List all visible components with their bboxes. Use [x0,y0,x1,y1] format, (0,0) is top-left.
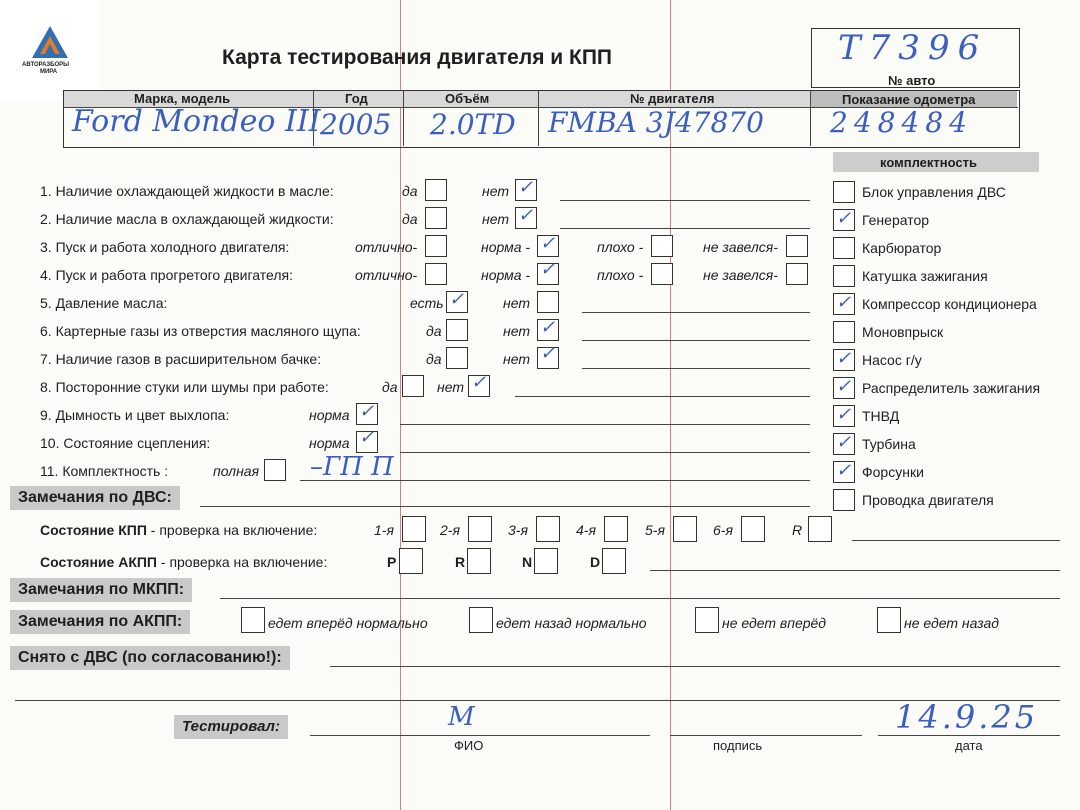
page-title: Карта тестирования двигателя и КПП [222,46,613,69]
opt-norma: норма - [481,267,531,283]
check-mark: ✓ [518,205,534,226]
kpp-label [40,522,317,538]
volume-value: 2.0TD [430,108,516,141]
gear-checkbox[interactable] [402,516,426,542]
akpp-label-bold: Состояние АКПП [40,554,157,570]
answer-line [515,396,810,397]
gear-label: 5-я [645,522,665,538]
gear-label: 2-я [440,522,460,538]
tested-label: Тестировал: [174,715,288,739]
akpp-option-checkbox[interactable] [695,607,719,633]
opt-norma: норма [309,435,350,451]
gear-label: 3-я [508,522,528,538]
item-6-label: 6. Картерные газы из отверстия масляного щупа: [40,323,361,339]
check-mark: ✓ [836,292,852,313]
item-8-label: 8. Посторонние стуки или шумы при работе: [40,379,329,395]
gear-checkbox[interactable] [604,516,628,542]
opt-net: нет [482,183,509,199]
item-4-label: 4. Пуск и работа прогретого двигателя: [40,267,293,283]
komplekt-item-label: Блок управления ДВС [862,184,1006,200]
akpp-option-label: не едет вперёд [722,615,827,631]
make-value: Ford Mondeo III [72,104,321,139]
komplekt-item-label: Насос г/у [862,352,922,368]
gear-checkbox[interactable] [536,516,560,542]
check-mark: ✓ [540,233,556,254]
opt-net: нет [503,323,530,339]
logo [0,0,100,100]
komplekt-header: комплектность [880,155,977,170]
komplekt-item-label: Компрессор кондиционера [862,296,1037,312]
komplekt-item-label: Катушка зажигания [862,268,988,284]
checkbox[interactable] [402,375,424,397]
date-label: дата [955,738,983,753]
akpp-gear-label: D [590,554,601,570]
answer-line [560,228,810,229]
sign-label: подпись [713,738,763,753]
akpp-option-checkbox[interactable] [241,607,265,633]
opt-otlichno: отлично- [355,267,418,283]
opt-ne-zavelsya: не завелся- [703,267,778,283]
checkbox[interactable] [786,263,808,285]
check-mark: ✓ [471,372,487,393]
gear-checkbox[interactable] [468,516,492,542]
opt-da: да [402,211,418,227]
checkbox[interactable] [446,319,468,341]
komplekt-checkbox[interactable] [833,321,855,343]
answer-line [200,506,810,507]
section-dvs: Замечания по ДВС: [10,486,180,510]
item-2-label: 2. Наличие масла в охлаждающей жидкости: [40,211,334,227]
check-mark: ✓ [540,343,556,364]
opt-ploho: плохо - [597,239,644,255]
check-mark: ✓ [359,401,375,422]
opt-net: нет [437,379,464,395]
komplekt-item-label: Генератор [862,212,930,228]
item-5-label: 5. Давление масла: [40,295,168,311]
opt-est: есть [410,295,444,311]
komplekt-checkbox[interactable] [833,181,855,203]
opt-ploho: плохо - [597,267,644,283]
opt-net: нет [482,211,509,227]
date-value: 14.9.25 [895,698,1039,736]
opt-otlichno: отлично- [355,239,418,255]
item-1-label: 1. Наличие охлаждающей жидкости в масле: [40,183,334,199]
checkbox[interactable] [537,291,559,313]
fio-label: ФИО [454,738,484,753]
fio-line [310,735,650,736]
check-mark: ✓ [540,317,556,338]
opt-da: да [402,183,418,199]
komplekt-checkbox[interactable] [833,489,855,511]
check-mark: ✓ [836,208,852,229]
opt-net: нет [503,295,530,311]
opt-da: да [426,323,442,339]
akpp-gear-checkbox[interactable] [399,548,423,574]
akpp-gear-checkbox[interactable] [602,548,626,574]
year-value: 2005 [320,108,392,141]
answer-line [582,312,810,313]
gear-label: R [792,522,803,538]
section-akpp: Замечания по АКПП: [10,610,190,634]
opt-norma: норма [309,407,350,423]
answer-line [582,368,810,369]
gear-checkbox[interactable] [673,516,697,542]
check-mark: ✓ [518,177,534,198]
section-removed: Снято с ДВС (по согласованию!): [10,646,290,670]
answer-line [220,598,1060,599]
kpp-label-bold: Состояние КПП [40,522,147,538]
akpp-option-label: едет вперёд нормально [268,615,428,631]
item-10-label: 10. Состояние сцепления: [40,435,211,451]
odometer-value: 248484 [830,106,973,139]
make-header: Марка, модель [134,91,231,106]
akpp-gear-checkbox[interactable] [467,548,491,574]
komplekt-item-label: Форсунки [862,464,924,480]
gear-label: 6-я [713,522,733,538]
divider [538,90,539,146]
akpp-option-label: едет назад нормально [496,615,647,631]
komplekt-item-label: Проводка двигателя [862,492,994,508]
checkbox[interactable] [786,235,808,257]
answer-line [650,570,1060,571]
gear-label: 4-я [576,522,596,538]
auto-number-value: T7396 [838,28,988,68]
year-header: Год [345,91,368,106]
checkbox[interactable] [425,179,447,201]
akpp-gear-label: P [387,554,397,570]
checkbox[interactable] [425,207,447,229]
answer-line [400,424,810,425]
komplekt-item-label: Распределитель зажигания [862,380,1041,396]
akpp-gear-label: R [455,554,466,570]
akpp-option-checkbox[interactable] [469,607,493,633]
akpp-gear-checkbox[interactable] [534,548,558,574]
check-mark: ✓ [359,427,375,448]
check-mark: ✓ [836,404,852,425]
check-mark: ✓ [836,376,852,397]
opt-da: да [382,379,398,395]
check-mark: ✓ [540,259,556,280]
gear-checkbox[interactable] [808,516,832,542]
check-mark: ✓ [836,348,852,369]
divider [810,90,811,146]
answer-line [582,340,810,341]
volume-header: Объём [445,91,490,106]
komplekt-checkbox[interactable] [833,237,855,259]
akpp-option-label: не едет назад [904,615,999,631]
answer-line [560,200,810,201]
gear-checkbox[interactable] [741,516,765,542]
checkbox[interactable] [425,235,447,257]
divider [403,90,404,146]
kpp-label-rest: - проверка на включение: [146,522,318,538]
odometer-header: Показание одометра [842,92,976,107]
akpp-label-rest: - проверка на включение: [157,554,328,570]
opt-polnaya: полная [213,463,260,479]
opt-norma: норма - [481,239,531,255]
komplekt-item-label: Карбюратор [862,240,942,256]
item-7-label: 7. Наличие газов в расширительном бачке: [40,351,322,367]
checkbox[interactable] [425,263,447,285]
fio-value: М [448,702,475,732]
item-9-label: 9. Дымность и цвет выхлопа: [40,407,230,423]
check-mark: ✓ [836,460,852,481]
komplekt-checkbox[interactable] [833,265,855,287]
checkbox[interactable] [446,347,468,369]
komplekt-item-label: Моновпрыск [862,324,944,340]
opt-ne-zavelsya: не завелся- [703,239,778,255]
checkbox[interactable] [264,459,286,481]
komplekt-item-label: Турбина [862,436,916,452]
auto-number-label: № авто [888,73,936,88]
answer-line [330,666,1060,667]
opt-net: нет [503,351,530,367]
answer-line [400,452,810,453]
gear-label: 1-я [374,522,394,538]
komplekt-item-label: ТНВД [862,408,900,424]
checkbox[interactable] [651,235,673,257]
logo-icon [30,24,70,60]
akpp-gear-label: N [522,554,533,570]
item-3-label: 3. Пуск и работа холодного двигателя: [40,239,290,255]
section-mkpp: Замечания по МКПП: [10,578,192,602]
engine-no-header: № двигателя [630,91,715,106]
check-mark: ✓ [836,432,852,453]
akpp-option-checkbox[interactable] [877,607,901,633]
engine-no-value: FMBA 3J47870 [548,106,764,139]
opt-da: да [426,351,442,367]
checkbox[interactable] [651,263,673,285]
logo-text-2: МИРА [40,69,58,75]
akpp-label [40,554,327,570]
answer-line [852,540,1060,541]
logo-text: АВТОРАЗБОРЫ [22,62,70,68]
sign-line [670,735,862,736]
check-mark: ✓ [449,289,465,310]
answer-line [300,480,810,481]
item-11-label: 11. Комплектность : [40,463,169,479]
item-11-note: –ГП П [310,452,394,482]
